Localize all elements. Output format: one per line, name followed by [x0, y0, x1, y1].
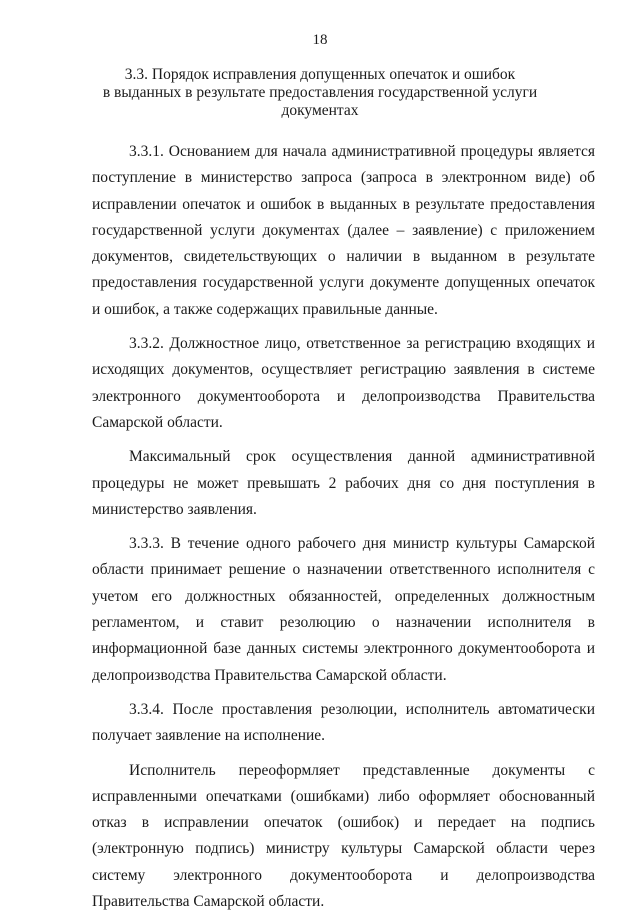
paragraph-executor: Исполнитель переоформляет представленные документы с исправленными опечатками (ошибками) либо оформляет обоснованный отказ в исправлении опечаток (ошибок) и передает на подпись (электронную подпись) министру культуры Самарской области через систему электронного документооборота и делопроизводства Правительства Самарской области.	[92, 761, 595, 911]
body-text	[92, 139, 595, 923]
section-heading	[80, 66, 560, 120]
section-heading-line-2: в выданных в результате предоставления государственной услуги	[102, 84, 538, 101]
paragraph-max-term: Максимальный срок осуществления данной административной процедуры не может превышать 2 рабочих дня со дня поступления в министерство заявления.	[92, 448, 595, 518]
page-number: 18	[312, 32, 328, 48]
paragraph-3-3-3: 3.3.3. В течение одного рабочего дня министр культуры Самарской области принимает решение о назначении ответственного исполнителя с учетом его должностных обязанностей, определенных должностным регламентом, и ставит резолюцию о назначении исполнителя в информационной базе данных системы электронного документооборота и делопроизводства Правительства Самарской области.	[92, 535, 595, 684]
paragraph-3-3-4: 3.3.4. После проставления резолюции, исполнитель автоматически получает заявление на исполнение.	[92, 700, 595, 745]
paragraph-3-3-1: 3.3.1. Основанием для начала административной процедуры является поступление в министерство запроса (запроса в электронном виде) об исправлении опечаток и ошибок в выданных в результате предоставления государственной услуги документах (далее – заявление) с приложением документов, свидетельствующих о наличии в выданном в результате предоставления государственной услуги документе допущенных опечаток и ошибок, а также содержащих правильные данные.	[92, 143, 595, 318]
paragraph-3-3-2: 3.3.2. Должностное лицо, ответственное за регистрацию входящих и исходящих документов, осуществляет регистрацию заявления в системе электронного документооборота и делопроизводства Правительства Самарской области.	[92, 335, 595, 431]
section-heading-line-3: документах	[281, 102, 359, 119]
section-heading-line-1: 3.3. Порядок исправления допущенных опечаток и ошибок	[124, 66, 516, 83]
